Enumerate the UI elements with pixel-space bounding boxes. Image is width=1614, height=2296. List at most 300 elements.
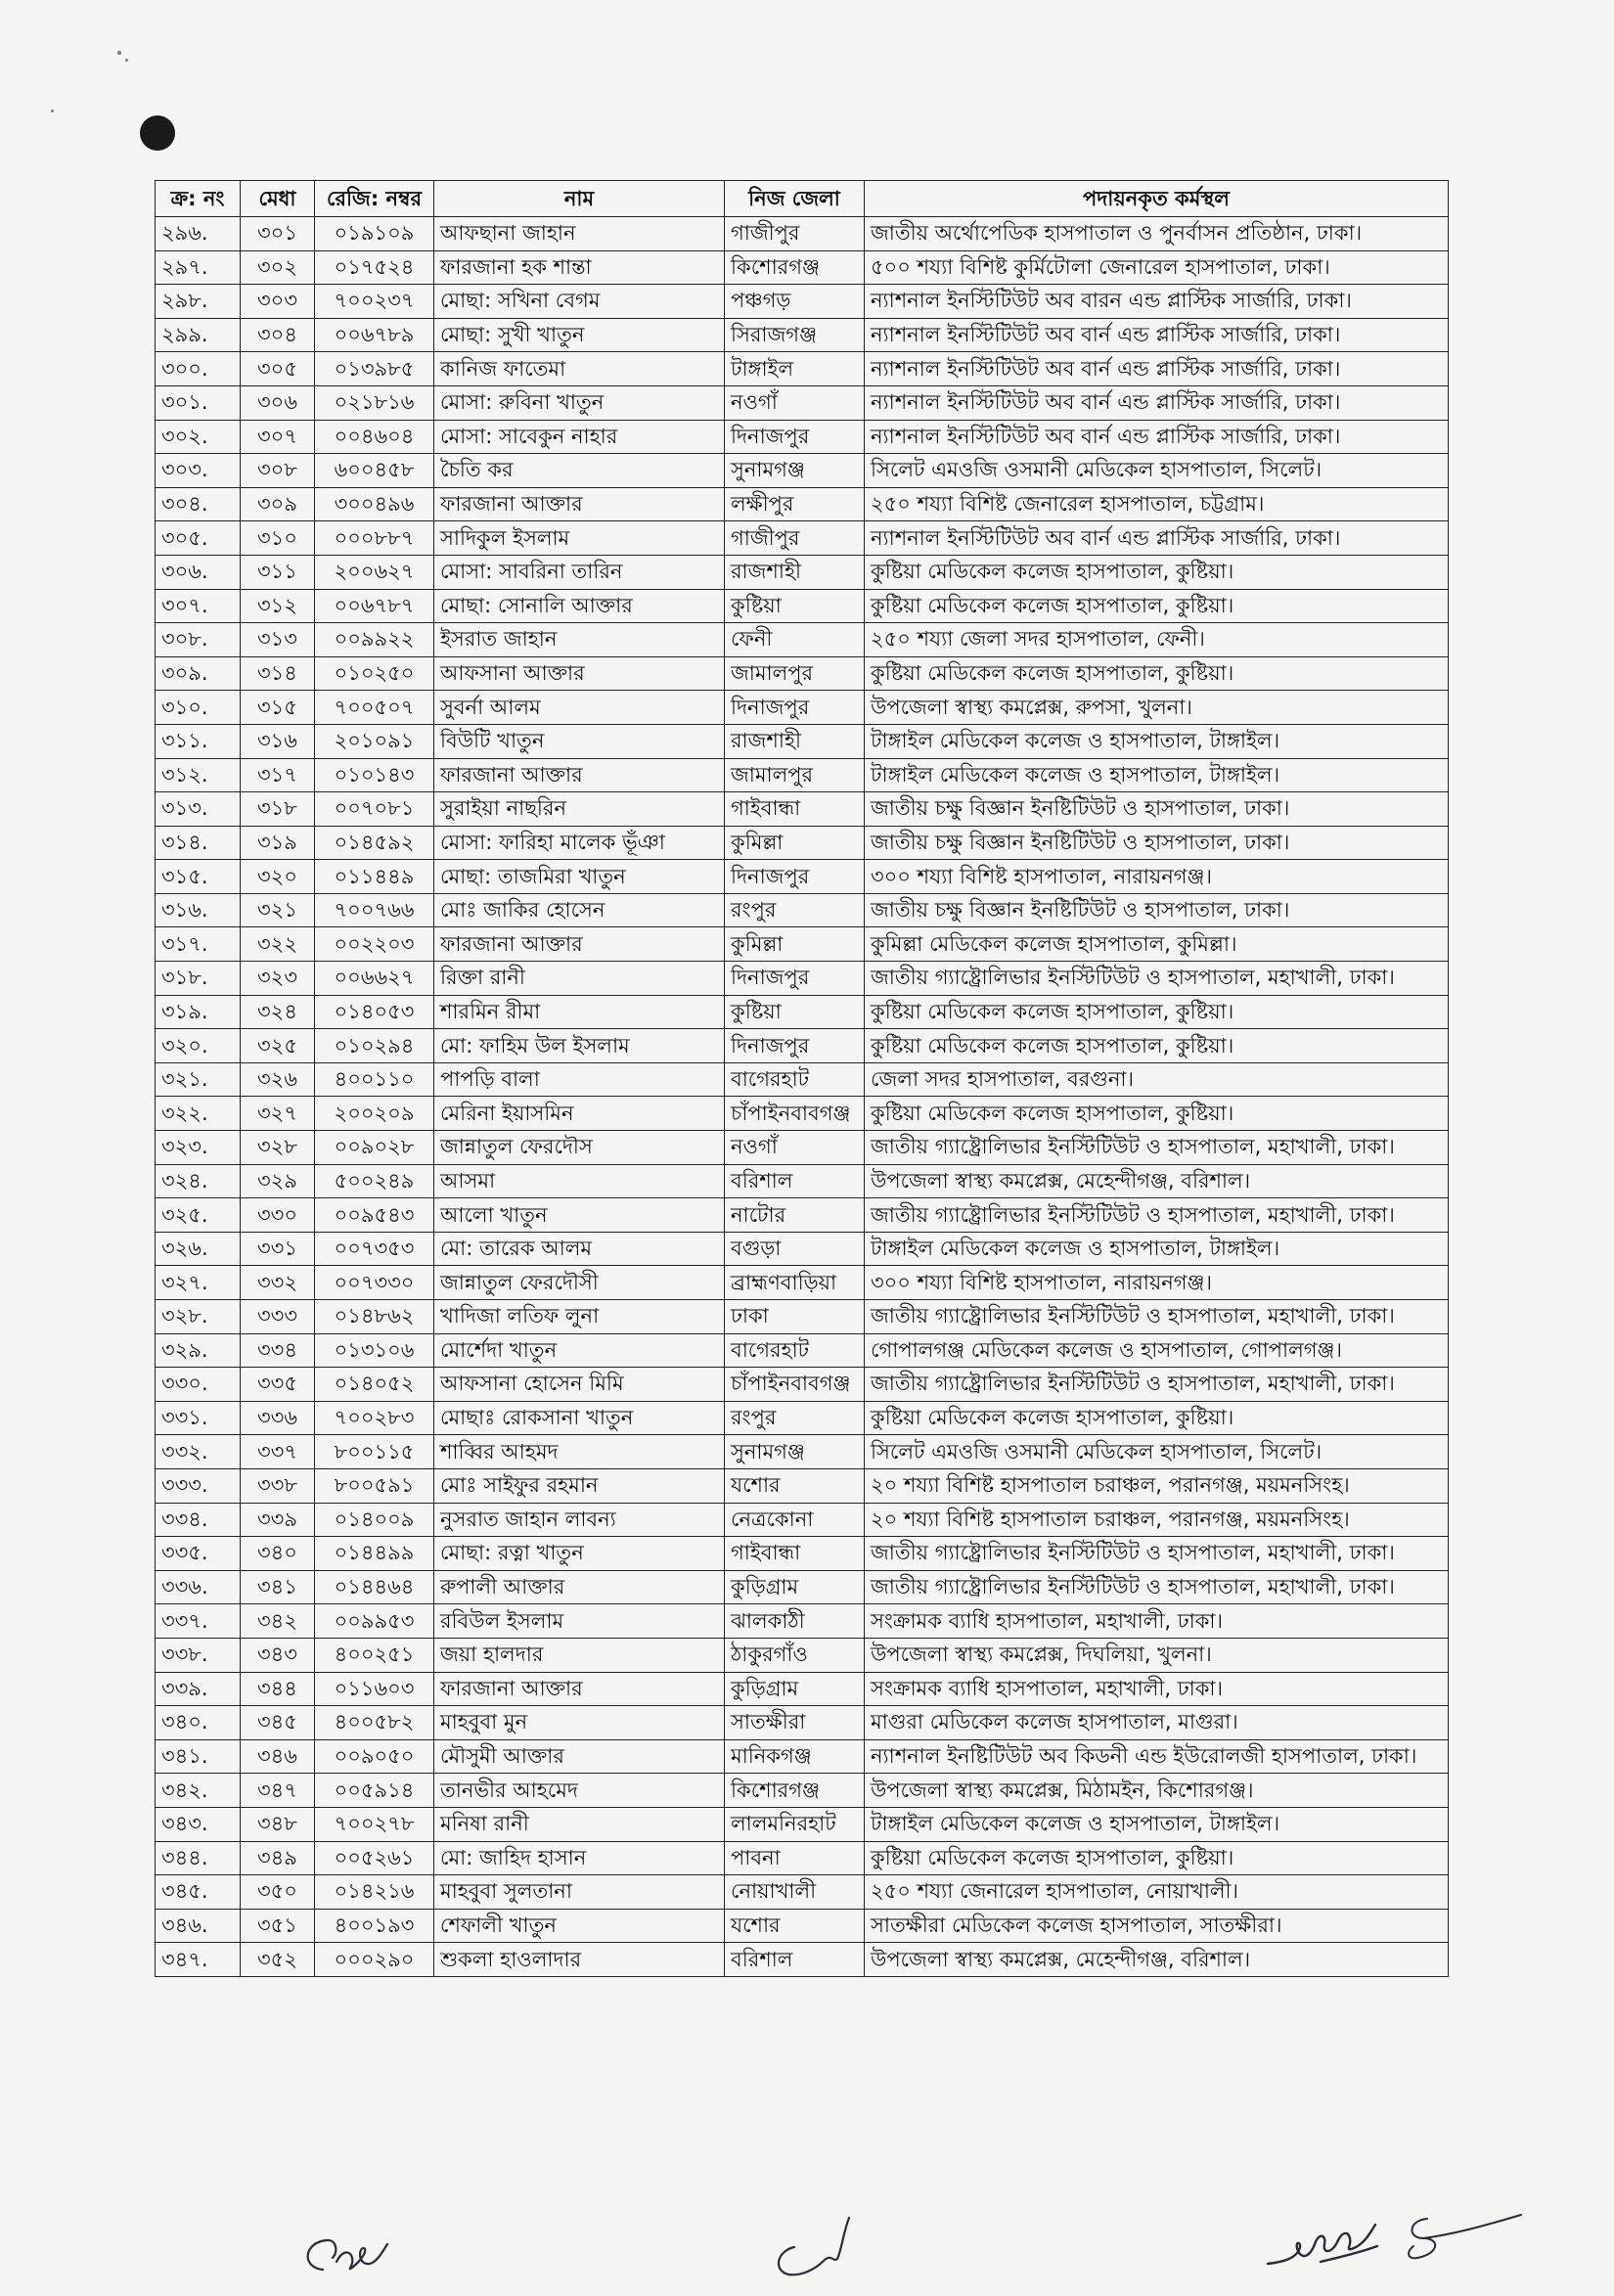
table-row bbox=[156, 1300, 1449, 1334]
cell-district: সাতক্ষীরা bbox=[725, 1706, 865, 1740]
cell-serial: ৩৩৩. bbox=[156, 1468, 241, 1503]
cell-serial: ৩৪২. bbox=[156, 1774, 241, 1808]
cell-reg: ০১১৬০৩ bbox=[315, 1672, 434, 1706]
cell-reg: ০০৯৫৪৩ bbox=[315, 1198, 434, 1233]
cell-merit: ৩১৮ bbox=[241, 792, 315, 827]
cell-merit: ৩৩১ bbox=[241, 1232, 315, 1266]
cell-district: দিনাজপুর bbox=[725, 962, 865, 996]
cell-name: মো: তারেক আলম bbox=[434, 1232, 725, 1266]
cell-district: চাঁপাইনবাবগঞ্জ bbox=[725, 1097, 865, 1131]
cell-name: মোছা: রত্না খাতুন bbox=[434, 1537, 725, 1571]
cell-posting: টাঙ্গাইল মেডিকেল কলেজ ও হাসপাতাল, টাঙ্গাইল। bbox=[865, 724, 1449, 758]
cell-reg: ২০০৬২৭ bbox=[315, 555, 434, 589]
cell-posting: জাতীয় চক্ষু বিজ্ঞান ইনষ্টিটিউট ও হাসপাতাল, ঢাকা। bbox=[865, 826, 1449, 860]
cell-posting: কুষ্টিয়া মেডিকেল কলেজ হাসপাতাল, কুষ্টিয়া। bbox=[865, 995, 1449, 1029]
cell-district: কিশোরগঞ্জ bbox=[725, 250, 865, 285]
table-row bbox=[156, 995, 1449, 1029]
cell-merit: ৩০৩ bbox=[241, 285, 315, 319]
table-row bbox=[156, 893, 1449, 927]
table-row bbox=[156, 1807, 1449, 1841]
cell-district: রংপুর bbox=[725, 1401, 865, 1435]
table-row bbox=[156, 1062, 1449, 1097]
cell-serial: ৩০৩. bbox=[156, 454, 241, 488]
cell-serial: ৩১৬. bbox=[156, 893, 241, 927]
table-row bbox=[156, 1401, 1449, 1435]
cell-merit: ৩৪৬ bbox=[241, 1739, 315, 1774]
cell-district: ব্রাহ্মণবাড়িয়া bbox=[725, 1266, 865, 1300]
cell-serial: ৩২৬. bbox=[156, 1232, 241, 1266]
table-row bbox=[156, 1131, 1449, 1165]
cell-posting: ন্যাশনাল ইনস্টিটিউট অব বার্ন এন্ড প্লাস্টিক সার্জারি, ঢাকা। bbox=[865, 521, 1449, 556]
cell-name: মোঃ জাকির হোসেন bbox=[434, 893, 725, 927]
cell-serial: ৩৩৫. bbox=[156, 1537, 241, 1571]
cell-serial: ৩০৫. bbox=[156, 521, 241, 556]
cell-serial: ৩৩৮. bbox=[156, 1638, 241, 1672]
cell-merit: ৩১৭ bbox=[241, 758, 315, 792]
cell-posting: ন্যাশনাল ইনস্টিটিউট অব বার্ন এন্ড প্লাস্টিক সার্জারি, ঢাকা। bbox=[865, 385, 1449, 420]
cell-serial: ২৯৬. bbox=[156, 217, 241, 251]
cell-name: রিক্তা রানী bbox=[434, 962, 725, 996]
table-row bbox=[156, 724, 1449, 758]
cell-posting: কুষ্টিয়া মেডিকেল কলেজ হাসপাতাল, কুষ্টিয়া। bbox=[865, 656, 1449, 691]
cell-name: মোসা: রুবিনা খাতুন bbox=[434, 385, 725, 420]
table-row bbox=[156, 1537, 1449, 1571]
cell-name: মোছা: তাজমিরা খাতুন bbox=[434, 860, 725, 894]
table-row bbox=[156, 1468, 1449, 1503]
cell-name: মোছাঃ রোকসানা খাতুন bbox=[434, 1401, 725, 1435]
scan-speck bbox=[51, 110, 54, 113]
cell-district: জামালপুর bbox=[725, 656, 865, 691]
cell-serial: ২৯৭. bbox=[156, 250, 241, 285]
cell-reg: ০১০১৪৩ bbox=[315, 758, 434, 792]
cell-district: যশোর bbox=[725, 1468, 865, 1503]
cell-serial: ৩২৩. bbox=[156, 1131, 241, 1165]
cell-name: আফসানা আক্তার bbox=[434, 656, 725, 691]
table-row bbox=[156, 962, 1449, 996]
cell-district: বরিশাল bbox=[725, 1943, 865, 1977]
cell-reg: ০০৬৭৮৭ bbox=[315, 589, 434, 623]
cell-reg: ০০৬৬২৭ bbox=[315, 962, 434, 996]
cell-merit: ৩২৮ bbox=[241, 1131, 315, 1165]
cell-merit: ৩৪৫ bbox=[241, 1706, 315, 1740]
cell-name: ফারজানা আক্তার bbox=[434, 927, 725, 962]
cell-district: যশোর bbox=[725, 1909, 865, 1943]
cell-reg: ০১৪২১৬ bbox=[315, 1875, 434, 1910]
cell-merit: ৩১৯ bbox=[241, 826, 315, 860]
table-row bbox=[156, 656, 1449, 691]
cell-name: রুপালী আক্তার bbox=[434, 1570, 725, 1604]
cell-name: শেফালী খাতুন bbox=[434, 1909, 725, 1943]
cell-district: চাঁপাইনবাবগঞ্জ bbox=[725, 1368, 865, 1402]
cell-merit: ৩০৪ bbox=[241, 318, 315, 352]
table-row bbox=[156, 1943, 1449, 1977]
cell-district: সুনামগঞ্জ bbox=[725, 454, 865, 488]
cell-posting: উপজেলা স্বাস্থ্য কমপ্লেক্স, দিঘলিয়া, খুলনা। bbox=[865, 1638, 1449, 1672]
cell-name: মোছা: সোনালি আক্তার bbox=[434, 589, 725, 623]
cell-reg: ৭০০৫০৭ bbox=[315, 691, 434, 725]
cell-name: মো: ফাহিম উল ইসলাম bbox=[434, 1029, 725, 1063]
cell-district: দিনাজপুর bbox=[725, 420, 865, 454]
cell-merit: ৩৫১ bbox=[241, 1909, 315, 1943]
cell-district: মানিকগঞ্জ bbox=[725, 1739, 865, 1774]
table-row bbox=[156, 1503, 1449, 1537]
signature-right bbox=[1262, 2219, 1389, 2277]
cell-reg: ০০৭৩৫৩ bbox=[315, 1232, 434, 1266]
cell-district: ফেনী bbox=[725, 623, 865, 657]
cell-reg: ৪০০৫৮২ bbox=[315, 1706, 434, 1740]
cell-posting: সিলেট এমওজি ওসমানী মেডিকেল হাসপাতাল, সিলেট। bbox=[865, 454, 1449, 488]
cell-district: ঢাকা bbox=[725, 1300, 865, 1334]
cell-name: ফারজানা আক্তার bbox=[434, 758, 725, 792]
table-row bbox=[156, 352, 1449, 386]
cell-merit: ৩০৫ bbox=[241, 352, 315, 386]
cell-serial: ৩৩৭. bbox=[156, 1604, 241, 1639]
table-header-row bbox=[156, 181, 1449, 217]
cell-merit: ৩০৬ bbox=[241, 385, 315, 420]
cell-reg: ০০০২৯০ bbox=[315, 1943, 434, 1977]
table-row bbox=[156, 318, 1449, 352]
cell-reg: ০১৩১০৬ bbox=[315, 1333, 434, 1368]
cell-posting: ন্যাশনাল ইনস্টিটিউট অব বার্ন এন্ড প্লাস্টিক সার্জারি, ঢাকা। bbox=[865, 352, 1449, 386]
table-row bbox=[156, 1841, 1449, 1875]
cell-posting: ন্যাশনাল ইনষ্টিটিউট অব কিডনী এন্ড ইউরোলজী হাসপাতাল, ঢাকা। bbox=[865, 1739, 1449, 1774]
cell-reg: ৫০০২৪৯ bbox=[315, 1164, 434, 1198]
cell-posting: জেলা সদর হাসপাতাল, বরগুনা। bbox=[865, 1062, 1449, 1097]
cell-serial: ৩৩৪. bbox=[156, 1503, 241, 1537]
cell-merit: ৩৫০ bbox=[241, 1875, 315, 1910]
cell-serial: ৩৪০. bbox=[156, 1706, 241, 1740]
cell-name: মনিষা রানী bbox=[434, 1807, 725, 1841]
header-posting: পদায়নকৃত কর্মস্থল bbox=[865, 181, 1449, 217]
table-row bbox=[156, 1672, 1449, 1706]
cell-district: দিনাজপুর bbox=[725, 860, 865, 894]
cell-posting: উপজেলা স্বাস্থ্য কমপ্লেক্স, মেহেন্দীগঞ্জ, বরিশাল। bbox=[865, 1164, 1449, 1198]
cell-serial: ৩৪১. bbox=[156, 1739, 241, 1774]
cell-reg: ০১০২৫০ bbox=[315, 656, 434, 691]
cell-serial: ৩২১. bbox=[156, 1062, 241, 1097]
cell-name: কানিজ ফাতেমা bbox=[434, 352, 725, 386]
cell-district: পঞ্চগড় bbox=[725, 285, 865, 319]
cell-name: মোসা: সাবরিনা তারিন bbox=[434, 555, 725, 589]
cell-serial: ৩১১. bbox=[156, 724, 241, 758]
cell-merit: ৩২১ bbox=[241, 893, 315, 927]
cell-posting: ২০ শয্যা বিশিষ্ট হাসপাতাল চরাঞ্চল, পরানগঞ্জ, ময়মনসিংহ। bbox=[865, 1503, 1449, 1537]
cell-name: মাহবুবা সুলতানা bbox=[434, 1875, 725, 1910]
signature-left bbox=[293, 2228, 401, 2287]
table-row bbox=[156, 589, 1449, 623]
cell-district: লালমনিরহাট bbox=[725, 1807, 865, 1841]
cell-reg: ৭০০২৭৮ bbox=[315, 1807, 434, 1841]
cell-posting: সিলেট এমওজি ওসমানী মেডিকেল হাসপাতাল, সিলেট। bbox=[865, 1435, 1449, 1469]
cell-merit: ৩৪০ bbox=[241, 1537, 315, 1571]
cell-name: শুকলা হাওলাদার bbox=[434, 1943, 725, 1977]
cell-name: ইসরাত জাহান bbox=[434, 623, 725, 657]
table-row bbox=[156, 1198, 1449, 1233]
cell-posting: সংক্রামক ব্যাধি হাসপাতাল, মহাখালী, ঢাকা। bbox=[865, 1672, 1449, 1706]
header-reg: রেজি: নম্বর bbox=[315, 181, 434, 217]
table-row bbox=[156, 250, 1449, 285]
cell-reg: ০১৪৫৯২ bbox=[315, 826, 434, 860]
cell-reg: ০২১৮১৬ bbox=[315, 385, 434, 420]
cell-serial: ৩৩৬. bbox=[156, 1570, 241, 1604]
cell-reg: ০১৪০০৯ bbox=[315, 1503, 434, 1537]
cell-district: টাঙ্গাইল bbox=[725, 352, 865, 386]
table-row bbox=[156, 1875, 1449, 1910]
table-row bbox=[156, 454, 1449, 488]
cell-posting: ন্যাশনাল ইনস্টিটিউট অব বার্ন এন্ড প্লাস্টিক সার্জারি, ঢাকা। bbox=[865, 420, 1449, 454]
cell-reg: ৭০০২৮৩ bbox=[315, 1401, 434, 1435]
cell-reg: ০০৯৯২২ bbox=[315, 623, 434, 657]
cell-district: নেত্রকোনা bbox=[725, 1503, 865, 1537]
cell-serial: ৩০০. bbox=[156, 352, 241, 386]
table-row bbox=[156, 1909, 1449, 1943]
cell-serial: ৩১২. bbox=[156, 758, 241, 792]
cell-serial: ৩৪৬. bbox=[156, 1909, 241, 1943]
cell-posting: কুষ্টিয়া মেডিকেল কলেজ হাসপাতাল, কুষ্টিয়া। bbox=[865, 1401, 1449, 1435]
cell-name: মোছা: সখিনা বেগম bbox=[434, 285, 725, 319]
table-row bbox=[156, 792, 1449, 827]
cell-posting: গোপালগঞ্জ মেডিকেল কলেজ ও হাসপাতাল, গোপালগঞ্জ। bbox=[865, 1333, 1449, 1368]
cell-serial: ৩৪৫. bbox=[156, 1875, 241, 1910]
cell-reg: ০০৭০৮১ bbox=[315, 792, 434, 827]
cell-serial: ৩৪৩. bbox=[156, 1807, 241, 1841]
cell-merit: ৩৩৫ bbox=[241, 1368, 315, 1402]
cell-district: দিনাজপুর bbox=[725, 691, 865, 725]
header-district: নিজ জেলা bbox=[725, 181, 865, 217]
header-name: নাম bbox=[434, 181, 725, 217]
cell-name: সুবর্না আলম bbox=[434, 691, 725, 725]
cell-serial: ৩০৯. bbox=[156, 656, 241, 691]
cell-posting: সাতক্ষীরা মেডিকেল কলেজ হাসপাতাল, সাতক্ষীরা। bbox=[865, 1909, 1449, 1943]
cell-district: কিশোরগঞ্জ bbox=[725, 1774, 865, 1808]
cell-posting: ন্যাশনাল ইনস্টিটিউট অব বারন এন্ড প্লাস্টিক সার্জারি, ঢাকা। bbox=[865, 285, 1449, 319]
cell-name: মো: জাহিদ হাসান bbox=[434, 1841, 725, 1875]
cell-name: সুরাইয়া নাছরিন bbox=[434, 792, 725, 827]
cell-name: মোছা: সুখী খাতুন bbox=[434, 318, 725, 352]
cell-name: তানভীর আহমেদ bbox=[434, 1774, 725, 1808]
cell-serial: ৩১৯. bbox=[156, 995, 241, 1029]
cell-district: দিনাজপুর bbox=[725, 1029, 865, 1063]
table-row bbox=[156, 487, 1449, 521]
cell-posting: কুষ্টিয়া মেডিকেল কলেজ হাসপাতাল, কুষ্টিয়া। bbox=[865, 1841, 1449, 1875]
scan-speck bbox=[117, 51, 121, 55]
cell-district: নওগাঁ bbox=[725, 1131, 865, 1165]
handwritten-page-number bbox=[1384, 2209, 1531, 2272]
table-row bbox=[156, 1638, 1449, 1672]
cell-district: নাটোর bbox=[725, 1198, 865, 1233]
cell-district: রংপুর bbox=[725, 893, 865, 927]
cell-name: মৌসুমী আক্তার bbox=[434, 1739, 725, 1774]
cell-merit: ৩১৪ bbox=[241, 656, 315, 691]
cell-merit: ৩২৪ bbox=[241, 995, 315, 1029]
cell-posting: জাতীয় গ্যাষ্ট্রোলিভার ইনস্টিটিউট ও হাসপাতাল, মহাখালী, ঢাকা। bbox=[865, 1368, 1449, 1402]
cell-merit: ৩৪৯ bbox=[241, 1841, 315, 1875]
table-row bbox=[156, 1706, 1449, 1740]
cell-serial: ৩০২. bbox=[156, 420, 241, 454]
cell-merit: ৩৪৩ bbox=[241, 1638, 315, 1672]
cell-district: লক্ষীপুর bbox=[725, 487, 865, 521]
cell-posting: টাঙ্গাইল মেডিকেল কলেজ ও হাসপাতাল, টাঙ্গাইল। bbox=[865, 1807, 1449, 1841]
cell-merit: ৩২৬ bbox=[241, 1062, 315, 1097]
table-row bbox=[156, 1604, 1449, 1639]
cell-name: মোসা: ফারিহা মালেক ভূঁঞা bbox=[434, 826, 725, 860]
cell-serial: ৩১৩. bbox=[156, 792, 241, 827]
table-row bbox=[156, 217, 1449, 251]
header-serial: ক্র: নং bbox=[156, 181, 241, 217]
cell-serial: ৩১৮. bbox=[156, 962, 241, 996]
table-row bbox=[156, 285, 1449, 319]
cell-merit: ৩০৭ bbox=[241, 420, 315, 454]
cell-district: পাবনা bbox=[725, 1841, 865, 1875]
cell-reg: ৪০০১৯৩ bbox=[315, 1909, 434, 1943]
cell-name: রবিউল ইসলাম bbox=[434, 1604, 725, 1639]
table-row bbox=[156, 691, 1449, 725]
table-row bbox=[156, 385, 1449, 420]
cell-district: বাগেরহাট bbox=[725, 1062, 865, 1097]
table-row bbox=[156, 1435, 1449, 1469]
cell-district: কুষ্টিয়া bbox=[725, 589, 865, 623]
cell-serial: ৩৩২. bbox=[156, 1435, 241, 1469]
cell-name: খাদিজা লতিফ লুনা bbox=[434, 1300, 725, 1334]
cell-reg: ০০৭৩৩০ bbox=[315, 1266, 434, 1300]
cell-merit: ৩৩৯ bbox=[241, 1503, 315, 1537]
cell-district: গাজীপুর bbox=[725, 217, 865, 251]
cell-serial: ৩০৮. bbox=[156, 623, 241, 657]
cell-merit: ৩২০ bbox=[241, 860, 315, 894]
table-row bbox=[156, 1774, 1449, 1808]
cell-reg: ০১৩৯৮৫ bbox=[315, 352, 434, 386]
table-row bbox=[156, 927, 1449, 962]
cell-district: সিরাজগঞ্জ bbox=[725, 318, 865, 352]
cell-reg: ০১১৪৪৯ bbox=[315, 860, 434, 894]
cell-merit: ৩২৯ bbox=[241, 1164, 315, 1198]
cell-serial: ৩০৭. bbox=[156, 589, 241, 623]
cell-reg: ০০৫২৬১ bbox=[315, 1841, 434, 1875]
cell-name: জয়া হালদার bbox=[434, 1638, 725, 1672]
cell-posting: ৩০০ শয্যা বিশিষ্ট হাসপাতাল, নারায়নগঞ্জ। bbox=[865, 1266, 1449, 1300]
cell-merit: ৩৩৮ bbox=[241, 1468, 315, 1503]
cell-posting: কুষ্টিয়া মেডিকেল কলেজ হাসপাতাল, কুষ্টিয়া। bbox=[865, 1097, 1449, 1131]
cell-posting: ২৫০ শয্যা বিশিষ্ট জেনারেল হাসপাতাল, চট্টগ্রাম। bbox=[865, 487, 1449, 521]
cell-merit: ৩১৬ bbox=[241, 724, 315, 758]
cell-serial: ৩১৭. bbox=[156, 927, 241, 962]
punch-hole bbox=[140, 115, 175, 151]
cell-district: বাগেরহাট bbox=[725, 1333, 865, 1368]
cell-name: ফারজানা হক শান্তা bbox=[434, 250, 725, 285]
cell-posting: জাতীয় চক্ষু বিজ্ঞান ইনষ্টিটিউট ও হাসপাতাল, ঢাকা। bbox=[865, 792, 1449, 827]
cell-reg: ০১৪৪৬৪ bbox=[315, 1570, 434, 1604]
cell-name: মেরিনা ইয়াসমিন bbox=[434, 1097, 725, 1131]
cell-name: ফারজানা আক্তার bbox=[434, 1672, 725, 1706]
cell-name: চৈতি কর bbox=[434, 454, 725, 488]
cell-reg: ৮০০১১৫ bbox=[315, 1435, 434, 1469]
cell-name: মাহবুবা মুন bbox=[434, 1706, 725, 1740]
cell-reg: ৩০০৪৯৬ bbox=[315, 487, 434, 521]
cell-merit: ৩৩৭ bbox=[241, 1435, 315, 1469]
cell-district: গাইবান্ধা bbox=[725, 792, 865, 827]
cell-serial: ৩৩১. bbox=[156, 1401, 241, 1435]
cell-merit: ৩১০ bbox=[241, 521, 315, 556]
cell-serial: ৩২২. bbox=[156, 1097, 241, 1131]
cell-reg: ০০৯০২৮ bbox=[315, 1131, 434, 1165]
cell-name: পাপড়ি বালা bbox=[434, 1062, 725, 1097]
table-row bbox=[156, 1333, 1449, 1368]
cell-reg: ৪০০২৫১ bbox=[315, 1638, 434, 1672]
cell-merit: ৩১৩ bbox=[241, 623, 315, 657]
cell-posting: ৫০০ শয্যা বিশিষ্ট কুর্মিটোলা জেনারেল হাসপাতাল, ঢাকা। bbox=[865, 250, 1449, 285]
cell-reg: ০১৯১০৯ bbox=[315, 217, 434, 251]
cell-posting: ২৫০ শয্যা জেলা সদর হাসপাতাল, ফেনী। bbox=[865, 623, 1449, 657]
table-row bbox=[156, 860, 1449, 894]
cell-reg: ০১৪৪৯৯ bbox=[315, 1537, 434, 1571]
cell-reg: ০১৪০৫২ bbox=[315, 1368, 434, 1402]
cell-name: জান্নাতুল ফেরদৌস bbox=[434, 1131, 725, 1165]
cell-reg: ৮০০৫৯১ bbox=[315, 1468, 434, 1503]
cell-posting: জাতীয় গ্যাষ্ট্রোলিভার ইনস্টিটিউট ও হাসপাতাল, মহাখালী, ঢাকা। bbox=[865, 1537, 1449, 1571]
cell-district: কুমিল্লা bbox=[725, 826, 865, 860]
cell-merit: ৩১৫ bbox=[241, 691, 315, 725]
cell-posting: ২৫০ শয্যা জেনারেল হাসপাতাল, নোয়াখালী। bbox=[865, 1875, 1449, 1910]
cell-reg: ০০৬৭৮৯ bbox=[315, 318, 434, 352]
cell-merit: ৩০১ bbox=[241, 217, 315, 251]
cell-posting: কুমিল্লা মেডিকেল কলেজ হাসপাতাল, কুমিল্লা। bbox=[865, 927, 1449, 962]
cell-name: শাব্বির আহমদ bbox=[434, 1435, 725, 1469]
cell-merit: ৩৩৩ bbox=[241, 1300, 315, 1334]
cell-posting: জাতীয় অর্থোপেডিক হাসপাতাল ও পুনর্বাসন প্রতিষ্ঠান, ঢাকা। bbox=[865, 217, 1449, 251]
cell-merit: ৩৪৭ bbox=[241, 1774, 315, 1808]
cell-name: আলো খাতুন bbox=[434, 1198, 725, 1233]
table-row bbox=[156, 1368, 1449, 1402]
cell-merit: ৩০৯ bbox=[241, 487, 315, 521]
cell-name: বিউটি খাতুন bbox=[434, 724, 725, 758]
cell-reg: ০০৪৬০৪ bbox=[315, 420, 434, 454]
cell-reg: ০০৯৯৫৩ bbox=[315, 1604, 434, 1639]
cell-posting: ন্যাশনাল ইনস্টিটিউট অব বার্ন এন্ড প্লাস্টিক সার্জারি, ঢাকা। bbox=[865, 318, 1449, 352]
cell-name: মোসা: সাবেকুন নাহার bbox=[434, 420, 725, 454]
table-body bbox=[156, 217, 1449, 1977]
cell-merit: ৩২৭ bbox=[241, 1097, 315, 1131]
cell-merit: ৩২৩ bbox=[241, 962, 315, 996]
cell-posting: ২০ শয্যা বিশিষ্ট হাসপাতাল চরাঞ্চল, পরানগঞ্জ, ময়মনসিংহ। bbox=[865, 1468, 1449, 1503]
cell-name: আফছানা জাহান bbox=[434, 217, 725, 251]
table-row bbox=[156, 826, 1449, 860]
cell-district: বরিশাল bbox=[725, 1164, 865, 1198]
cell-merit: ৩৪৮ bbox=[241, 1807, 315, 1841]
cell-posting: জাতীয় গ্যাষ্ট্রোলিভার ইনস্টিটিউট ও হাসপাতাল, মহাখালী, ঢাকা। bbox=[865, 1570, 1449, 1604]
cell-posting: মাগুরা মেডিকেল কলেজ হাসপাতাল, মাগুরা। bbox=[865, 1706, 1449, 1740]
cell-serial: ৩৪৭. bbox=[156, 1943, 241, 1977]
cell-reg: ০০০৮৮৭ bbox=[315, 521, 434, 556]
table-row bbox=[156, 623, 1449, 657]
cell-merit: ৩২৫ bbox=[241, 1029, 315, 1063]
cell-name: আসমা bbox=[434, 1164, 725, 1198]
cell-merit: ৩৩৪ bbox=[241, 1333, 315, 1368]
cell-merit: ৩০৮ bbox=[241, 454, 315, 488]
cell-district: রাজশাহী bbox=[725, 555, 865, 589]
table-row bbox=[156, 555, 1449, 589]
cell-serial: ৩২৭. bbox=[156, 1266, 241, 1300]
cell-posting: জাতীয় গ্যাষ্ট্রোলিভার ইনস্টিটিউট ও হাসপাতাল, মহাখালী, ঢাকা। bbox=[865, 962, 1449, 996]
cell-posting: জাতীয় গ্যাষ্ট্রোলিভার ইনস্টিটিউট ও হাসপাতাল, মহাখালী, ঢাকা। bbox=[865, 1300, 1449, 1334]
table-row bbox=[156, 521, 1449, 556]
cell-district: বগুড়া bbox=[725, 1232, 865, 1266]
cell-reg: ০১৪৮৬২ bbox=[315, 1300, 434, 1334]
table-row bbox=[156, 1164, 1449, 1198]
cell-reg: ০১৭৫২৪ bbox=[315, 250, 434, 285]
cell-serial: ৩২০. bbox=[156, 1029, 241, 1063]
cell-name: ফারজানা আক্তার bbox=[434, 487, 725, 521]
cell-merit: ৩৩২ bbox=[241, 1266, 315, 1300]
